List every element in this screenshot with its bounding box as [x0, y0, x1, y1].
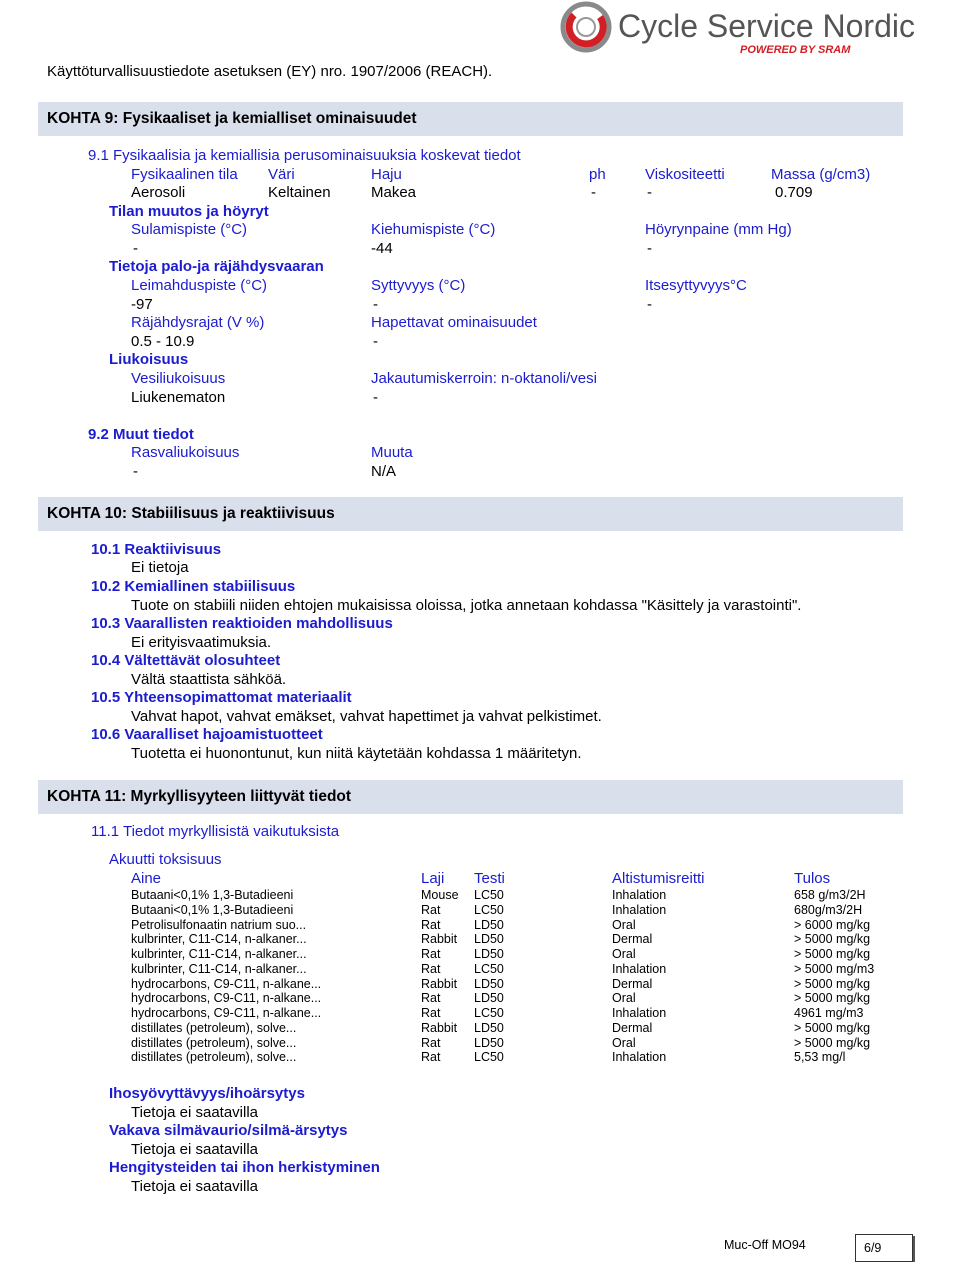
tox-substance: kulbrinter, C11-C14, n-alkaner...: [131, 961, 307, 976]
tox-result: > 6000 mg/kg: [794, 917, 871, 932]
section-10-header: KOHTA 10: Stabiilisuus ja reaktiivisuus: [38, 497, 903, 531]
heading-10-2: 10.2 Kemiallinen stabiilisuus: [91, 578, 296, 595]
page-number-box: [855, 1234, 913, 1262]
tox-species: Rat: [421, 917, 441, 932]
tox-route: Oral: [612, 991, 636, 1006]
tox-result: 680g/m3/2H: [794, 902, 863, 917]
val-explosive-limits: 0.5 - 10.9: [131, 333, 195, 350]
tox-route: Oral: [612, 917, 636, 932]
tox-test: LD50: [474, 976, 504, 991]
tox-substance: kulbrinter, C11-C14, n-alkaner...: [131, 932, 307, 947]
heading-solubility: Liukoisuus: [109, 351, 189, 368]
tox-test: LC50: [474, 902, 504, 917]
tox-result: > 5000 mg/kg: [794, 1035, 871, 1050]
text-10-5: Vahvat hapot, vahvat emäkset, vahvat hapettimet ja vahvat pelkistimet.: [131, 708, 602, 725]
subheading-11-1: 11.1 Tiedot myrkyllisistä vaikutuksista: [91, 823, 340, 840]
heading-10-5: 10.5 Yhteensopimattomat materiaalit: [91, 689, 352, 706]
label-flammability: Syttyvyys (°C): [371, 277, 466, 294]
text-sensitisation: Tietoja ei saatavilla: [131, 1178, 259, 1195]
val-oxidising: -: [373, 333, 378, 350]
tox-species: Rat: [421, 1035, 441, 1050]
label-boiling-point: Kiehumispiste (°C): [371, 221, 496, 238]
subheading-9-1: 9.1 Fysikaalisia ja kemiallisia perusominaisuuksia koskevat tiedot: [88, 147, 521, 164]
tox-col-substance: Aine: [131, 870, 162, 887]
tox-result: > 5000 mg/m3: [794, 961, 875, 976]
tox-route: Dermal: [612, 1020, 653, 1035]
col-ph: ph: [589, 166, 606, 183]
tox-species: Rat: [421, 1050, 441, 1065]
col-density: Massa (g/cm3): [771, 166, 871, 183]
tox-result: 658 g/m3/2H: [794, 888, 866, 902]
val-ph: -: [591, 184, 596, 201]
tox-result: > 5000 mg/kg: [794, 947, 871, 961]
val-other: N/A: [371, 463, 397, 480]
tox-route: Oral: [612, 947, 636, 961]
tox-substance: distillates (petroleum), solve...: [131, 1020, 297, 1035]
tox-test: LC50: [474, 961, 504, 976]
val-autoignition: -: [647, 296, 652, 313]
tox-col-species: Laji: [421, 870, 445, 887]
heading-10-3: 10.3 Vaarallisten reaktioiden mahdollisuus: [91, 615, 393, 632]
val-boiling-point: -44: [371, 240, 393, 257]
text-10-4: Vältä staattista sähköä.: [131, 671, 287, 688]
text-skin-corrosion: Tietoja ei saatavilla: [131, 1104, 259, 1121]
tox-species: Rat: [421, 947, 441, 961]
heading-skin-corrosion: Ihosyövyttävyys/ihoärsytys: [109, 1085, 305, 1102]
tox-test: LD50: [474, 1020, 504, 1035]
tox-substance: hydrocarbons, C9-C11, n-alkane...: [131, 991, 322, 1006]
heading-fire-explosion: Tietoja palo-ja räjähdysvaaran: [109, 258, 324, 275]
tox-route: Inhalation: [612, 888, 667, 902]
tox-result: 4961 mg/m3: [794, 1006, 864, 1020]
tox-col-result: Tulos: [794, 870, 831, 887]
tox-result: > 5000 mg/kg: [794, 1020, 871, 1035]
label-vapour-pressure: Höyrynpaine (mm Hg): [645, 221, 792, 238]
section-11-header: KOHTA 11: Myrkyllisyyteen liittyvät tiedot: [38, 780, 903, 814]
val-flash-point: -97: [131, 296, 153, 313]
col-odor: Haju: [371, 166, 402, 183]
text-eye-damage: Tietoja ei saatavilla: [131, 1141, 259, 1158]
tox-species: Rat: [421, 961, 441, 976]
page-number: 6/9: [864, 1241, 882, 1255]
col-color: Väri: [268, 166, 295, 183]
tox-test: LC50: [474, 888, 504, 902]
val-fat-solubility: -: [133, 463, 138, 480]
tox-route: Inhalation: [612, 1006, 667, 1020]
label-flash-point: Leimahduspiste (°C): [131, 277, 268, 294]
tox-route: Dermal: [612, 932, 653, 947]
tox-substance: Petrolisulfonaatin natrium suo...: [131, 917, 307, 932]
section-9-header: KOHTA 9: Fysikaaliset ja kemialliset ominaisuudet: [38, 102, 903, 136]
tox-test: LD50: [474, 1035, 504, 1050]
tox-test: LC50: [474, 1050, 504, 1065]
val-vapour-pressure: -: [647, 240, 652, 257]
label-other: Muuta: [371, 444, 413, 461]
heading-10-4: 10.4 Vältettävät olosuhteet: [91, 652, 281, 669]
heading-acute-toxicity: Akuutti toksisuus: [109, 851, 222, 868]
tox-substance: Butaani<0,1% 1,3-Butadieeni: [131, 888, 294, 902]
label-water-solubility: Vesiliukoisuus: [131, 370, 226, 387]
tox-species: Rabbit: [421, 1020, 458, 1035]
val-flammability: -: [373, 296, 378, 313]
tox-route: Dermal: [612, 976, 653, 991]
tox-test: LD50: [474, 991, 504, 1006]
val-odor: Makea: [371, 184, 417, 201]
footer-product: Muc-Off MO94: [724, 1238, 806, 1252]
tox-col-test: Testi: [474, 870, 505, 887]
label-partition-coefficient: Jakautumiskerroin: n-oktanoli/vesi: [371, 370, 597, 387]
tox-result: > 5000 mg/kg: [794, 991, 871, 1006]
document-title: Käyttöturvallisuustiedote asetuksen (EY) nro. 1907/2006 (REACH).: [47, 63, 493, 80]
logo-subtext: POWERED BY SRAM: [740, 44, 851, 56]
heading-10-6: 10.6 Vaaralliset hajoamistuotteet: [91, 726, 323, 743]
label-autoignition: Itsesyttyvyys°C: [645, 277, 747, 294]
tox-col-route: Altistumisreitti: [612, 870, 705, 887]
heading-eye-damage: Vakava silmävaurio/silmä-ärsytys: [109, 1122, 348, 1139]
tox-result: > 5000 mg/kg: [794, 932, 871, 947]
tox-species: Rat: [421, 1006, 441, 1020]
tox-species: Rat: [421, 902, 441, 917]
tox-substance: Butaani<0,1% 1,3-Butadieeni: [131, 902, 294, 917]
col-physical-state: Fysikaalinen tila: [131, 166, 238, 183]
text-10-3: Ei erityisvaatimuksia.: [131, 634, 272, 651]
tox-test: LD50: [474, 947, 504, 961]
tox-substance: kulbrinter, C11-C14, n-alkaner...: [131, 947, 307, 961]
heading-state-change: Tilan muutos ja höyryt: [109, 203, 269, 220]
text-10-6: Tuotetta ei huonontunut, kun niitä käytetään kohdassa 1 määritetyn.: [131, 745, 582, 762]
heading-10-1: 10.1 Reaktiivisuus: [91, 541, 222, 558]
tox-route: Inhalation: [612, 961, 667, 976]
label-explosive-limits: Räjähdysrajat (V %): [131, 314, 265, 331]
label-oxidising: Hapettavat ominaisuudet: [371, 314, 537, 331]
val-viscosity: -: [647, 184, 652, 201]
text-10-1: Ei tietoja: [131, 559, 189, 576]
val-partition-coefficient: -: [373, 389, 378, 406]
subheading-9-2: 9.2 Muut tiedot: [88, 426, 194, 443]
val-water-solubility: Liukenematon: [131, 389, 226, 406]
tox-species: Rat: [421, 991, 441, 1006]
tox-route: Inhalation: [612, 1050, 667, 1065]
val-melting-point: -: [133, 240, 138, 257]
logo-text: Cycle Service Nordic: [618, 8, 915, 44]
tox-test: LC50: [474, 1006, 504, 1020]
col-viscosity: Viskositeetti: [645, 166, 725, 183]
tox-result: 5,53 mg/l: [794, 1050, 846, 1065]
tox-test: LD50: [474, 917, 504, 932]
tox-substance: distillates (petroleum), solve...: [131, 1050, 297, 1065]
tox-route: Oral: [612, 1035, 636, 1050]
val-physical-state: Aerosoli: [131, 184, 186, 201]
tox-substance: hydrocarbons, C9-C11, n-alkane...: [131, 1006, 322, 1020]
val-color: Keltainen: [268, 184, 331, 201]
heading-sensitisation: Hengitysteiden tai ihon herkistyminen: [109, 1159, 380, 1176]
tox-species: Rabbit: [421, 932, 458, 947]
tox-route: Inhalation: [612, 902, 667, 917]
tox-test: LD50: [474, 932, 504, 947]
company-logo: [560, 0, 920, 62]
val-density: 0.709: [775, 184, 813, 201]
tox-species: Mouse: [421, 888, 459, 902]
tox-substance: distillates (petroleum), solve...: [131, 1035, 297, 1050]
tox-species: Rabbit: [421, 976, 458, 991]
tox-substance: hydrocarbons, C9-C11, n-alkane...: [131, 976, 322, 991]
label-fat-solubility: Rasvaliukoisuus: [131, 444, 240, 461]
tox-result: > 5000 mg/kg: [794, 976, 871, 991]
label-melting-point: Sulamispiste (°C): [131, 221, 248, 238]
text-10-2: Tuote on stabiili niiden ehtojen mukaisissa oloissa, jotka annetaan kohdassa "Käsittely ja varastointi".: [131, 597, 802, 614]
